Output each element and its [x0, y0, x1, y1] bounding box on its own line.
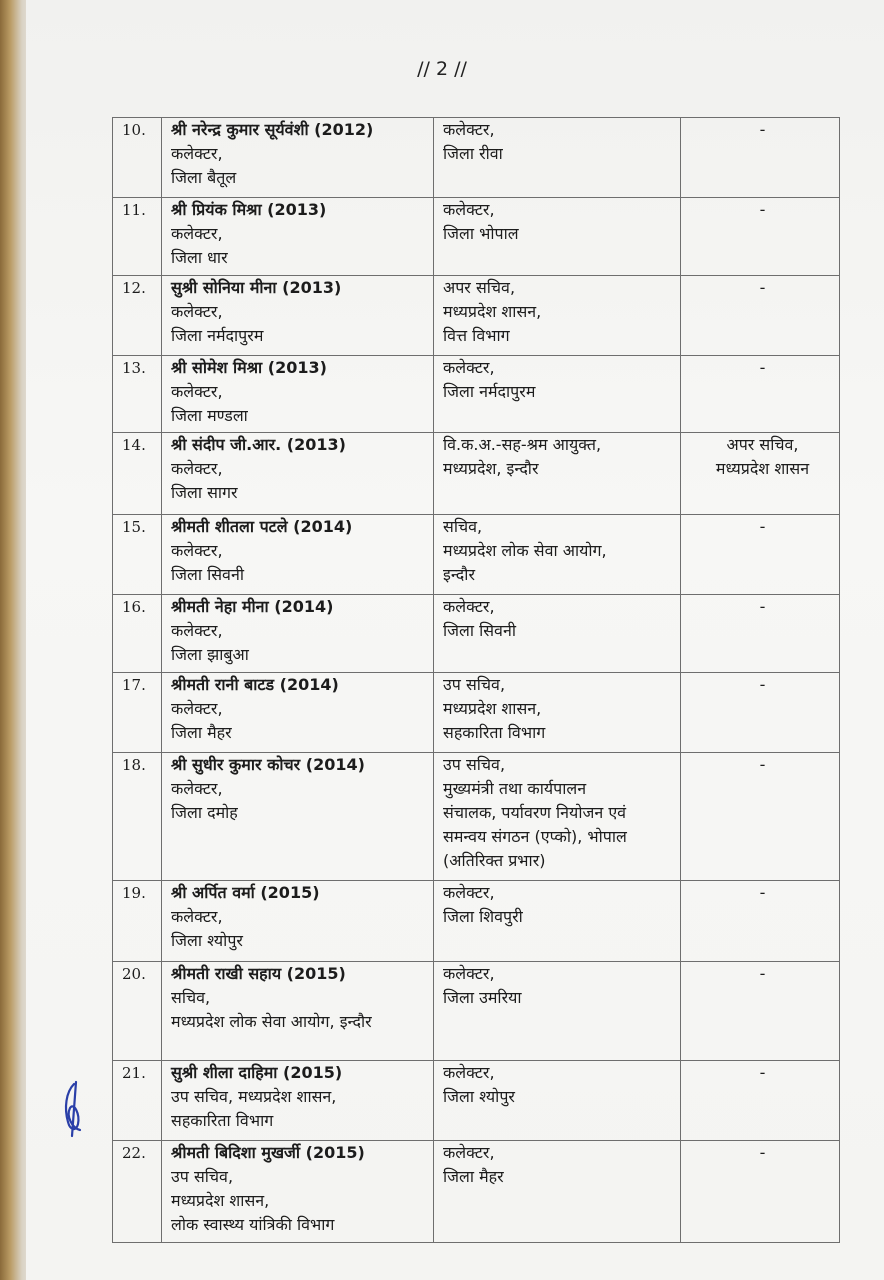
current-post-line: जिला श्योपुर: [171, 931, 243, 950]
current-post-line: मध्यप्रदेश लोक सेवा आयोग, इन्दौर: [171, 1012, 372, 1031]
new-posting-cell: [434, 595, 681, 673]
new-posting-cell: [434, 118, 681, 198]
current-post-line: जिला झाबुआ: [171, 645, 249, 664]
current-post-line: जिला नर्मदापुरम: [171, 326, 264, 345]
officer-cell: [162, 881, 434, 962]
additional-charge-line: -: [759, 1063, 766, 1082]
new-posting-line: जिला रीवा: [443, 144, 503, 163]
additional-charge-cell: [681, 753, 840, 881]
new-posting-line: मुख्यमंत्री तथा कार्यपालन: [443, 779, 587, 798]
additional-charge-cell: [681, 356, 840, 433]
current-post-line: जिला बैतूल: [171, 168, 237, 187]
new-posting-cell: [434, 673, 681, 753]
new-posting-line: कलेक्टर,: [443, 1063, 495, 1082]
table-row: [113, 276, 840, 356]
new-posting-line: मध्यप्रदेश शासन,: [443, 302, 542, 321]
additional-charge-line: -: [759, 597, 766, 616]
current-post-line: लोक स्वास्थ्य यांत्रिकी विभाग: [171, 1215, 335, 1234]
serial-number: 16.: [113, 595, 162, 673]
table-row: [113, 356, 840, 433]
new-posting-line: कलेक्टर,: [443, 964, 495, 983]
additional-charge-line: -: [759, 358, 766, 377]
new-posting-cell: [434, 433, 681, 515]
serial-number: 14.: [113, 433, 162, 515]
current-post-line: उप सचिव, मध्यप्रदेश शासन,: [171, 1087, 337, 1106]
new-posting-line: उप सचिव,: [443, 755, 506, 774]
officer-cell: [162, 673, 434, 753]
current-post-line: मध्यप्रदेश शासन,: [171, 1191, 270, 1210]
current-post-line: जिला सिवनी: [171, 565, 244, 584]
current-post-line: कलेक्टर,: [171, 699, 223, 718]
new-posting-cell: [434, 1061, 681, 1141]
new-posting-line: कलेक्टर,: [443, 1143, 495, 1162]
officer-cell: [162, 515, 434, 595]
new-posting-line: समन्वय संगठन (एप्को), भोपाल: [443, 827, 627, 846]
handwritten-initials: [60, 1078, 88, 1138]
officer-cell: [162, 753, 434, 881]
new-posting-line: वित्त विभाग: [443, 326, 510, 345]
table-row: [113, 673, 840, 753]
additional-charge-line: -: [759, 120, 766, 139]
table-row: [113, 198, 840, 276]
new-posting-cell: [434, 198, 681, 276]
current-post-line: जिला मैहर: [171, 723, 232, 742]
table-row: [113, 881, 840, 962]
table-row: [113, 1061, 840, 1141]
officer-name: श्रीमती रानी बाटड (2014): [171, 675, 339, 694]
new-posting-cell: [434, 962, 681, 1061]
officer-name: श्री प्रियंक मिश्रा (2013): [171, 200, 327, 219]
serial-number: 21.: [113, 1061, 162, 1141]
current-post-line: सचिव,: [171, 988, 211, 1007]
additional-charge-line: -: [759, 964, 766, 983]
serial-number: 20.: [113, 962, 162, 1061]
officer-name: श्री अर्पित वर्मा (2015): [171, 883, 320, 902]
new-posting-line: उप सचिव,: [443, 675, 506, 694]
new-posting-cell: [434, 1141, 681, 1243]
new-posting-cell: [434, 356, 681, 433]
officer-cell: [162, 433, 434, 515]
transfer-table: [112, 117, 840, 1243]
new-posting-line: जिला नर्मदापुरम: [443, 382, 536, 401]
current-post-line: कलेक्टर,: [171, 144, 223, 163]
additional-charge-line: -: [759, 278, 766, 297]
serial-number: 22.: [113, 1141, 162, 1243]
new-posting-line: मध्यप्रदेश शासन,: [443, 699, 542, 718]
serial-number: 10.: [113, 118, 162, 198]
officer-name: सुश्री सोनिया मीना (2013): [171, 278, 342, 297]
current-post-line: उप सचिव,: [171, 1167, 234, 1186]
additional-charge-line: -: [759, 755, 766, 774]
transfer-table-body: [113, 118, 840, 1243]
officer-name: श्रीमती नेहा मीना (2014): [171, 597, 334, 616]
additional-charge-line: -: [759, 1143, 766, 1162]
new-posting-line: संचालक, पर्यावरण नियोजन एवं: [443, 803, 627, 822]
officer-cell: [162, 1141, 434, 1243]
additional-charge-cell: [681, 595, 840, 673]
officer-name: श्रीमती बिदिशा मुखर्जी (2015): [171, 1143, 365, 1162]
current-post-line: कलेक्टर,: [171, 621, 223, 640]
officer-cell: [162, 595, 434, 673]
officer-cell: [162, 356, 434, 433]
current-post-line: कलेक्टर,: [171, 382, 223, 401]
new-posting-line: सचिव,: [443, 517, 483, 536]
additional-charge-cell: [681, 118, 840, 198]
new-posting-line: कलेक्टर,: [443, 200, 495, 219]
additional-charge-cell: [681, 433, 840, 515]
new-posting-line: वि.क.अ.-सह-श्रम आयुक्त,: [443, 435, 602, 454]
current-post-line: कलेक्टर,: [171, 907, 223, 926]
new-posting-line: मध्यप्रदेश, इन्दौर: [443, 459, 539, 478]
officer-name: श्रीमती राखी सहाय (2015): [171, 964, 346, 983]
additional-charge-line: -: [759, 675, 766, 694]
current-post-line: कलेक्टर,: [171, 779, 223, 798]
current-post-line: कलेक्टर,: [171, 302, 223, 321]
additional-charge-cell: [681, 962, 840, 1061]
table-row: [113, 962, 840, 1061]
table-row: [113, 595, 840, 673]
officer-cell: [162, 118, 434, 198]
additional-charge-cell: [681, 881, 840, 962]
serial-number: 18.: [113, 753, 162, 881]
new-posting-cell: [434, 515, 681, 595]
officer-cell: [162, 1061, 434, 1141]
table-row: [113, 753, 840, 881]
table-row: [113, 1141, 840, 1243]
additional-charge-line: अपर सचिव,: [726, 435, 799, 454]
additional-charge-line: -: [759, 517, 766, 536]
new-posting-cell: [434, 881, 681, 962]
new-posting-line: मध्यप्रदेश लोक सेवा आयोग,: [443, 541, 607, 560]
new-posting-line: जिला भोपाल: [443, 224, 519, 243]
current-post-line: जिला धार: [171, 248, 228, 267]
current-post-line: कलेक्टर,: [171, 224, 223, 243]
officer-cell: [162, 198, 434, 276]
current-post-line: सहकारिता विभाग: [171, 1111, 274, 1130]
additional-charge-cell: [681, 515, 840, 595]
new-posting-line: सहकारिता विभाग: [443, 723, 546, 742]
additional-charge-line: मध्यप्रदेश शासन: [715, 459, 810, 478]
serial-number: 11.: [113, 198, 162, 276]
new-posting-line: कलेक्टर,: [443, 120, 495, 139]
additional-charge-line: -: [759, 883, 766, 902]
table-row: [113, 118, 840, 198]
officer-cell: [162, 962, 434, 1061]
new-posting-line: अपर सचिव,: [443, 278, 516, 297]
officer-name: श्री नरेन्द्र कुमार सूर्यवंशी (2012): [171, 120, 374, 139]
officer-name: श्री संदीप जी.आर. (2013): [171, 435, 346, 454]
current-post-line: कलेक्टर,: [171, 459, 223, 478]
additional-charge-cell: [681, 1141, 840, 1243]
new-posting-line: जिला मैहर: [443, 1167, 504, 1186]
new-posting-line: जिला श्योपुर: [443, 1087, 515, 1106]
officer-name: श्रीमती शीतला पटले (2014): [171, 517, 353, 536]
officer-name: श्री सोमेश मिश्रा (2013): [171, 358, 327, 377]
additional-charge-cell: [681, 198, 840, 276]
table-row: [113, 515, 840, 595]
new-posting-line: कलेक्टर,: [443, 883, 495, 902]
current-post-line: जिला दमोह: [171, 803, 238, 822]
serial-number: 12.: [113, 276, 162, 356]
officer-name: श्री सुधीर कुमार कोचर (2014): [171, 755, 365, 774]
new-posting-line: (अतिरिक्त प्रभार): [443, 851, 546, 870]
current-post-line: जिला मण्डला: [171, 406, 248, 425]
new-posting-line: कलेक्टर,: [443, 597, 495, 616]
new-posting-line: जिला उमरिया: [443, 988, 522, 1007]
additional-charge-line: -: [759, 200, 766, 219]
officer-cell: [162, 276, 434, 356]
serial-number: 13.: [113, 356, 162, 433]
officer-name: सुश्री शीला दाहिमा (2015): [171, 1063, 343, 1082]
additional-charge-cell: [681, 673, 840, 753]
current-post-line: कलेक्टर,: [171, 541, 223, 560]
serial-number: 15.: [113, 515, 162, 595]
additional-charge-cell: [681, 1061, 840, 1141]
new-posting-cell: [434, 276, 681, 356]
new-posting-line: इन्दौर: [443, 565, 475, 584]
new-posting-line: जिला शिवपुरी: [443, 907, 523, 926]
new-posting-line: जिला सिवनी: [443, 621, 516, 640]
serial-number: 17.: [113, 673, 162, 753]
serial-number: 19.: [113, 881, 162, 962]
current-post-line: जिला सागर: [171, 483, 238, 502]
new-posting-cell: [434, 753, 681, 881]
additional-charge-cell: [681, 276, 840, 356]
new-posting-line: कलेक्टर,: [443, 358, 495, 377]
page-number: // 2 //: [417, 58, 467, 80]
table-row: [113, 433, 840, 515]
